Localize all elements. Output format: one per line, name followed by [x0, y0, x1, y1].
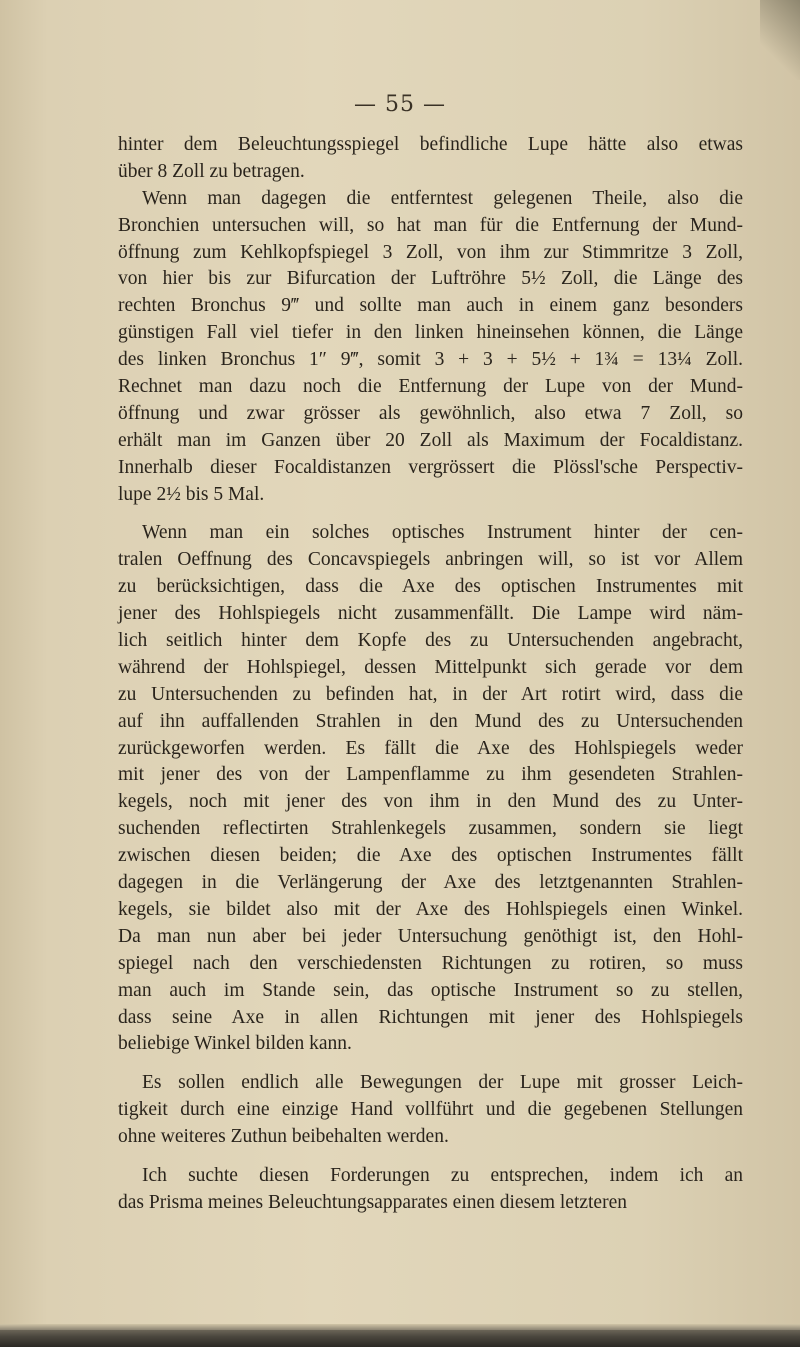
text-line: tigkeit durch eine einzige Hand vollführt und die gegebenen Stellungen: [118, 1099, 743, 1121]
text-line: Da man nun aber bei jeder Untersuchung genöthigt ist, den Hohl-: [118, 925, 743, 947]
text-line: öffnung und zwar grösser als gewöhnlich, also etwa 7 Zoll, so: [118, 402, 743, 424]
text-line: kegels, sie bildet also mit der Axe des Hohlspiegels einen Winkel.: [118, 898, 743, 920]
text-line: lich seitlich hinter dem Kopfe des zu Untersuchenden angebracht,: [118, 630, 743, 652]
page-number: — 55 —: [354, 92, 446, 117]
text-line: jener des Hohlspiegels nicht zusammenfällt. Die Lampe wird näm-: [118, 603, 743, 625]
text-line: Ich suchte diesen Forderungen zu entsprechen, indem ich an: [142, 1164, 743, 1186]
paragraph: [118, 520, 743, 1058]
text-line: beliebige Winkel bilden kann.: [118, 1033, 352, 1055]
text-line: dagegen in die Verlängerung der Axe des letztgenannten Strahlen-: [118, 872, 743, 894]
text-line: Wenn man dagegen die entferntest gelegenen Theile, also die: [142, 187, 743, 209]
text-line: das Prisma meines Beleuchtungsapparates einen diesem letzteren: [118, 1191, 627, 1213]
page-corner-shadow: [760, 0, 800, 80]
text-line: von hier bis zur Bifurcation der Luftröhre 5½ Zoll, die Länge des: [118, 268, 743, 290]
text-line: mit jener des von der Lampenflamme zu ihm gesendeten Strahlen-: [118, 764, 743, 786]
text-line: günstigen Fall viel tiefer in den linken hineinsehen können, die Länge: [118, 322, 743, 344]
text-line: ohne weiteres Zuthun beibehalten werden.: [118, 1126, 449, 1148]
text-line: Wenn man ein solches optisches Instrument hinter der cen-: [142, 522, 743, 544]
text-line: während der Hohlspiegel, dessen Mittelpunkt sich gerade vor dem: [118, 656, 743, 678]
text-line: zwischen diesen beiden; die Axe des optischen Instrumentes fällt: [118, 845, 743, 867]
paragraph-gap: [118, 508, 743, 520]
text-line: tralen Oeffnung des Concavspiegels anbringen will, so ist vor Allem: [118, 549, 743, 571]
text-line: Bronchien untersuchen will, so hat man für die Entfernung der Mund-: [118, 214, 743, 236]
text-line: lupe 2½ bis 5 Mal.: [118, 483, 265, 505]
text-line: über 8 Zoll zu betragen.: [118, 160, 305, 182]
text-line: hinter dem Beleuchtungsspiegel befindliche Lupe hätte also etwas: [118, 134, 743, 155]
text-line: auf ihn auffallenden Strahlen in den Mund des zu Untersuchenden: [118, 710, 743, 732]
text-line: suchenden reflectirten Strahlenkegels zusammen, sondern sie liegt: [118, 818, 743, 840]
text-line: man auch im Stande sein, das optische Instrument so zu stellen,: [118, 979, 743, 1001]
paragraph: [118, 132, 743, 186]
paragraph: [118, 1163, 743, 1217]
paragraph: [118, 186, 743, 509]
paragraph-gap: [118, 1151, 743, 1163]
paragraph-gap: [118, 1058, 743, 1070]
text-line: kegels, noch mit jener des von ihm in den Mund des zu Unter-: [118, 791, 743, 813]
body-text: [118, 132, 743, 1217]
text-line: öffnung zum Kehlkopfspiegel 3 Zoll, von ihm zur Stimmritze 3 Zoll,: [118, 241, 743, 263]
text-line: dass seine Axe in allen Richtungen mit jener des Hohlspiegels: [118, 1006, 743, 1028]
text-line: zu Untersuchenden zu befinden hat, in der Art rotirt wird, dass die: [118, 683, 743, 705]
text-line: Rechnet man dazu noch die Entfernung der Lupe von der Mund-: [118, 376, 743, 398]
text-line: des linken Bronchus 1″ 9‴, somit 3 + 3 + 5½ + 1¾ = 13¼ Zoll.: [118, 349, 743, 371]
text-line: Innerhalb dieser Focaldistanzen vergrössert die Plössl'sche Perspectiv-: [118, 456, 743, 478]
paragraph: [118, 1070, 743, 1151]
text-line: zurückgeworfen werden. Es fällt die Axe des Hohlspiegels weder: [118, 737, 743, 759]
text-line: Es sollen endlich alle Bewegungen der Lupe mit grosser Leich-: [142, 1072, 743, 1094]
scan-bottom-band: [0, 1330, 800, 1347]
text-line: rechten Bronchus 9‴ und sollte man auch in einem ganz besonders: [118, 295, 743, 317]
text-line: zu berücksichtigen, dass die Axe des optischen Instrumentes mit: [118, 576, 743, 598]
text-line: erhält man im Ganzen über 20 Zoll als Maximum der Focaldistanz.: [118, 429, 743, 451]
text-line: spiegel nach den verschiedensten Richtungen zu rotiren, so muss: [118, 952, 743, 974]
